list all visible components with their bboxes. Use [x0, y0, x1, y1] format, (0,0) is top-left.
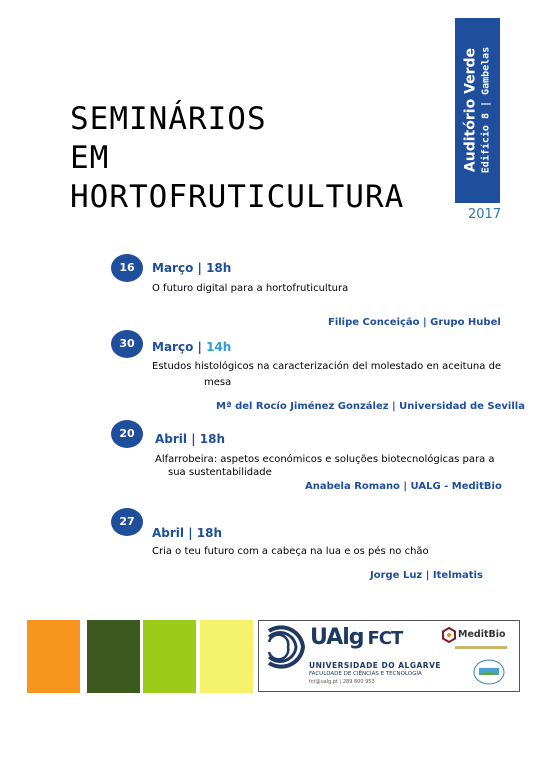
color-square-yellow: [200, 620, 253, 693]
venue-banner: [455, 18, 500, 203]
ualg-wordmark: UAlg: [310, 625, 364, 650]
seminar-2-speaker: Mª del Rocío Jiménez González | Universidad de Sevilla: [216, 401, 525, 412]
seminar-1-speaker: Filipe Conceição | Grupo Hubel: [328, 317, 501, 328]
seminar-1-date: Março | 18h: [152, 261, 232, 275]
seminar-4-speaker: Jorge Luz | Itelmatis: [370, 570, 483, 581]
seminar-2-time: 14h: [206, 340, 232, 354]
university-name: UNIVERSIDADE DO ALGARVE: [309, 661, 442, 670]
seminar-3-day-badge: 20: [111, 420, 143, 448]
seminar-3-date: Abril | 18h: [155, 432, 226, 446]
meditbio-logo-text: MeditBio: [458, 629, 506, 640]
seminar-1-day-badge: 16: [111, 254, 143, 282]
venue-name: Auditório Verde: [462, 47, 479, 173]
seminar-3-time: 18h: [199, 432, 226, 446]
contact-info: fct@ualg.pt | 289 800 953: [309, 679, 375, 685]
seminar-2-title-line-1: Estudos histológicos na caracterización del molestado en aceituna de: [152, 361, 502, 372]
title-line-3: HORTOFRUTICULTURA: [70, 179, 405, 215]
seminar-3-title-line-2: sua sustentabilidade: [168, 467, 272, 478]
meditbio-tagline-icon: [455, 645, 507, 651]
ualg-logo-text: [310, 625, 402, 650]
seminar-1-month: Março: [152, 261, 194, 275]
logo-panel: [258, 620, 520, 692]
seminar-2-date: Março | 14h: [152, 340, 232, 354]
faculty-name: FACULDADE DE CIÊNCIAS E TECNOLOGIA: [309, 671, 422, 677]
seminar-4-title: Cria o teu futuro com a cabeça na lua e os pés no chão: [152, 546, 429, 557]
seminar-1-title: O futuro digital para a hortofruticultura: [152, 283, 349, 294]
color-square-orange: [27, 620, 80, 693]
seminar-4-day-badge: 27: [111, 508, 143, 536]
color-square-lime: [143, 620, 196, 693]
seminar-3-title-line-1: Alfarrobeira: aspetos económicos e soluções biotecnológicas para a: [155, 454, 495, 465]
seminar-4-time: 18h: [196, 526, 223, 540]
meditbio-logo-icon: [442, 627, 456, 643]
seminar-1-time: 18h: [206, 261, 232, 275]
seminar-3-month: Abril: [155, 432, 188, 446]
seminar-2-title-line-2: mesa: [204, 377, 232, 388]
seminar-3-speaker: Anabela Romano | UALG - MeditBio: [305, 481, 502, 492]
seminar-4-month: Abril: [152, 526, 185, 540]
page-title: [70, 100, 404, 217]
institution-seal-icon: [473, 659, 505, 685]
seminar-2-month: Março: [152, 340, 194, 354]
title-line-1: SEMINÁRIOS: [70, 101, 267, 137]
title-line-2: EM: [70, 140, 110, 176]
seminar-2-day-badge: 30: [111, 330, 143, 358]
venue-text: [462, 47, 493, 173]
seminar-4-date: Abril | 18h: [152, 526, 223, 540]
color-square-dark-green: [87, 620, 140, 693]
year-label: 2017: [468, 207, 502, 222]
ualg-logo-icon: [263, 625, 307, 669]
venue-location: Edifício 8 | Gambelas: [480, 46, 492, 174]
fct-wordmark: FCT: [367, 628, 403, 649]
